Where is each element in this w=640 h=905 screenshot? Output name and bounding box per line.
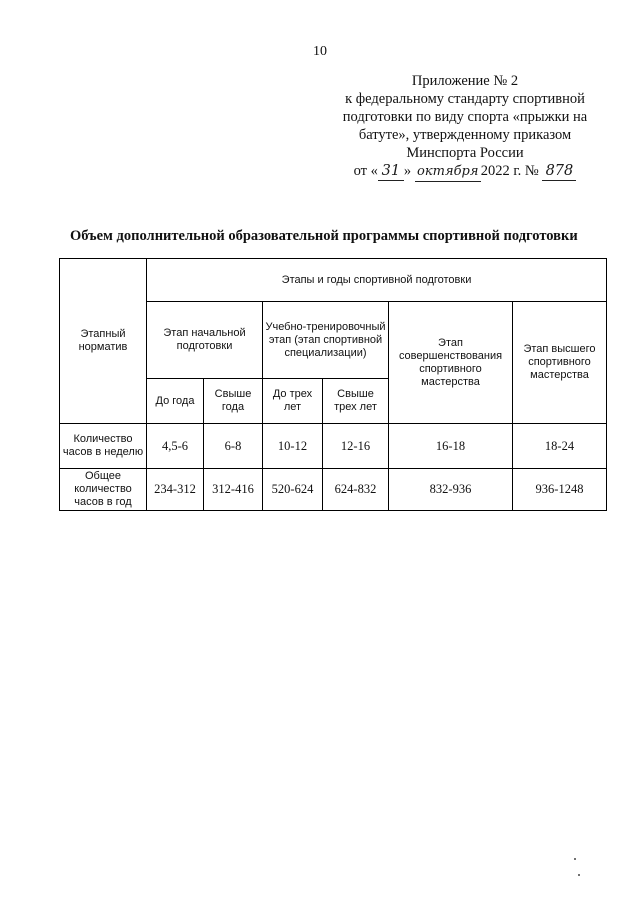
subheader-over-year: Свыше года <box>204 379 263 424</box>
table-cell: 10-12 <box>263 424 323 469</box>
document-title: Объем дополнительной образовательной программы спортивной подготовки <box>70 228 578 244</box>
handwritten-order-number: 878 <box>542 162 576 181</box>
table-cell: 16-18 <box>389 424 513 469</box>
table-cell: 312-416 <box>204 469 263 511</box>
header-norm: Этапный норматив <box>60 259 147 424</box>
date-mid: » <box>403 163 412 179</box>
order-date-line <box>340 162 590 182</box>
appendix-line: батуте», утвержденному приказом <box>358 127 572 143</box>
table-row <box>60 469 607 511</box>
header-stage-highest: Этап высшего спортивного мастерства <box>513 302 607 424</box>
appendix-header <box>340 72 590 182</box>
handwritten-month: октября <box>415 163 481 182</box>
table-cell: 12-16 <box>323 424 389 469</box>
table-cell: 624-832 <box>323 469 389 511</box>
table-cell: 234-312 <box>147 469 204 511</box>
table-cell: 832-936 <box>389 469 513 511</box>
header-stage-training: Учебно-тренировочный этап (этап спортивной специализации) <box>263 302 389 379</box>
appendix-line: Приложение № 2 <box>411 73 519 89</box>
table-cell: 4,5-6 <box>147 424 204 469</box>
date-prefix: от « <box>353 163 378 179</box>
table-cell: 936-1248 <box>513 469 607 511</box>
table-cell: 18-24 <box>513 424 607 469</box>
row-label: Количество часов в неделю <box>60 424 147 469</box>
table-row <box>60 424 607 469</box>
scan-speck <box>578 874 580 876</box>
subheader-upto-year: До года <box>147 379 204 424</box>
header-stages: Этапы и годы спортивной подготовки <box>147 259 607 302</box>
row-label: Общее количество часов в год <box>60 469 147 511</box>
program-volume-table <box>59 258 607 511</box>
page-number: 10 <box>313 44 327 59</box>
table-cell: 6-8 <box>204 424 263 469</box>
appendix-line: к федеральному стандарту спортивной <box>345 91 585 107</box>
subheader-upto-three-years: До трех лет <box>263 379 323 424</box>
header-stage-improvement: Этап совершенствования спортивного мастерства <box>389 302 513 424</box>
appendix-line: подготовки по виду спорта «прыжки на <box>342 109 588 125</box>
year-text: 2022 г. № <box>480 163 539 179</box>
appendix-line: Минспорта России <box>406 145 524 161</box>
header-stage-initial: Этап начальной подготовки <box>147 302 263 379</box>
table-cell: 520-624 <box>263 469 323 511</box>
subheader-over-three-years: Свыше трех лет <box>323 379 389 424</box>
handwritten-day: 31 <box>378 162 404 181</box>
scan-speck <box>574 858 576 860</box>
